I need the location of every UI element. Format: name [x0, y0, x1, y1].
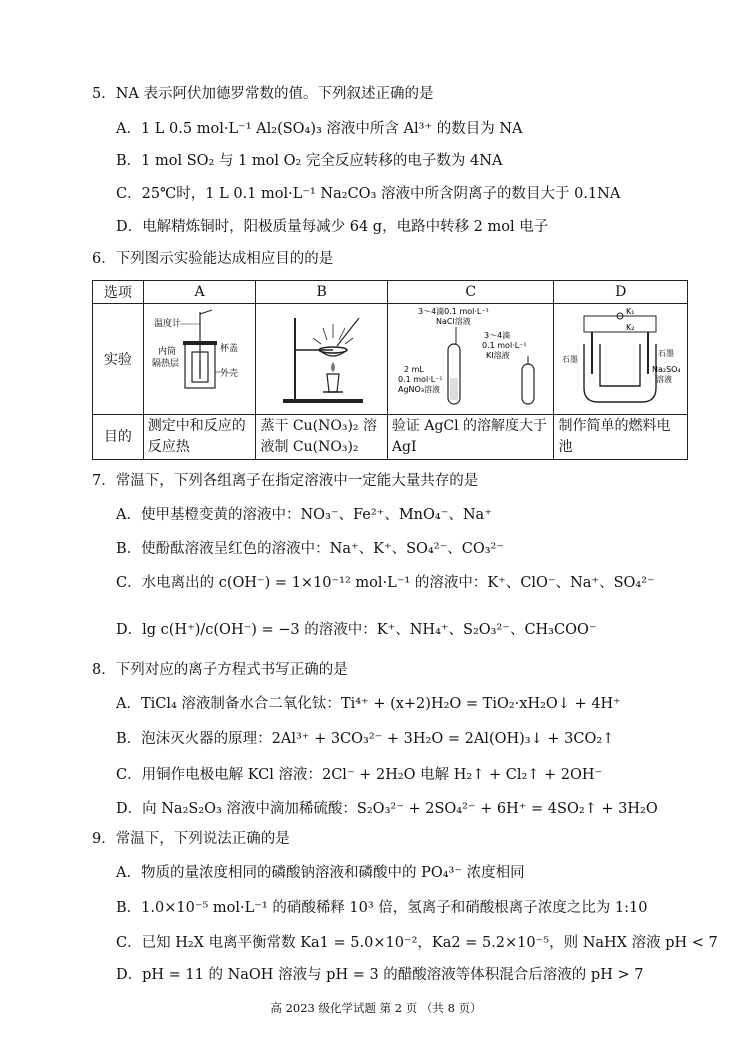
figc-label-2: NaCl溶液 — [435, 317, 471, 326]
q6-stem: 6．下列图示实验能达成相应目的的是 — [92, 251, 334, 267]
purpose-a: 测定中和反应的反应热 — [143, 415, 256, 460]
figc-label-8: AgNO₃溶液 — [397, 385, 440, 394]
figc-label-4: 0.1 mol·L⁻¹ — [481, 341, 527, 350]
figa-label-shell: 外壳 — [219, 369, 238, 379]
figd-label-graphite-right: 石墨 — [657, 349, 674, 358]
q7-option-a: A．使甲基橙变黄的溶液中：NO₃⁻、Fe²⁺、MnO₄⁻、Na⁺ — [116, 507, 492, 523]
purpose-b: 蒸干 Cu(NO₃)₂ 溶液制 Cu(NO₃)₂ — [256, 415, 387, 460]
q5-option-c: C．25℃时，1 L 0.1 mol·L⁻¹ Na₂CO₃ 溶液中所含阴离子的数目大于 0.1NA — [116, 186, 621, 202]
figa-label-lid: 杯盖 — [219, 344, 238, 354]
q8-stem: 8．下列对应的离子方程式书写正确的是 — [92, 662, 348, 678]
q7-option-d: D．lg c(H⁺)/c(OH⁻) = −3 的溶液中：K⁺、NH₄⁺、S₂O₃²⁻、CH₃COO⁻ — [116, 622, 597, 638]
table-header-option: 选项 — [93, 281, 144, 304]
figure-c-precipitation — [387, 304, 554, 415]
figure-b-evaporation — [256, 304, 387, 415]
figc-label-5: KI溶液 — [485, 351, 510, 360]
figure-a-calorimeter — [143, 304, 256, 415]
page-footer: 高 2023 级化学试题 第 2 页 （共 8 页） — [270, 1001, 482, 1015]
q7-stem: 7．常温下，下列各组离子在指定溶液中一定能大量共存的是 — [92, 473, 479, 489]
q9-stem: 9．常温下，下列说法正确的是 — [92, 831, 290, 847]
table-header-c: C — [387, 281, 554, 304]
figc-label-3: 3～4滴 — [483, 331, 510, 340]
figd-label-graphite-left: 石墨 — [561, 355, 578, 364]
figc-label-6: 2 mL — [403, 365, 424, 374]
table-header-a: A — [143, 281, 256, 304]
figc-label-1: 3～4滴0.1 mol·L⁻¹ — [417, 307, 489, 316]
figd-label-na2so4: Na₂SO₄ — [651, 365, 680, 374]
q8-option-a: A．TiCl₄ 溶液制备水合二氧化钛：Ti⁴⁺ + (x+2)H₂O = TiO₂·xH₂O↓ + 4H⁺ — [116, 696, 621, 712]
figa-label-thermometer: 温度计 — [153, 319, 181, 329]
table-header-d: D — [554, 281, 688, 304]
q5-option-a: A．1 L 0.5 mol·L⁻¹ Al₂(SO₄)₃ 溶液中所含 Al³⁺ 的数目为 NA — [116, 121, 523, 137]
q9-option-c: C．已知 H₂X 电离平衡常数 Ka1 = 5.0×10⁻²，Ka2 = 5.2×10⁻⁵，则 NaHX 溶液 pH < 7 — [116, 935, 718, 951]
q7-option-c: C．水电离出的 c(OH⁻) = 1×10⁻¹² mol·L⁻¹ 的溶液中：K⁺、ClO⁻、Na⁺、SO₄²⁻ — [116, 575, 655, 591]
table-header-b: B — [256, 281, 387, 304]
q8-option-b: B．泡沫灭火器的原理：2Al³⁺ + 3CO₃²⁻ + 3H₂O = 2Al(OH)₃↓ + 3CO₂↑ — [116, 731, 615, 747]
figa-label-inner: 内筒 — [157, 347, 176, 357]
q9-option-d: D．pH = 11 的 NaOH 溶液与 pH = 3 的醋酸溶液等体积混合后溶液的 pH > 7 — [116, 967, 644, 983]
purpose-c: 验证 AgCl 的溶解度大于 AgI — [387, 415, 554, 460]
figa-label-insulation: 隔热层 — [151, 359, 179, 369]
figd-label-k1: K₁ — [625, 307, 635, 316]
figd-label-k2: K₂ — [625, 323, 635, 332]
q8-option-d: D．向 Na₂S₂O₃ 溶液中滴加稀硫酸：S₂O₃²⁻ + 2SO₄²⁻ + 6H⁺ = 4SO₂↑ + 3H₂O — [116, 801, 658, 817]
figc-label-7: 0.1 mol·L⁻¹ — [397, 375, 443, 384]
q5-stem: 5．NA 表示阿伏加德罗常数的值。下列叙述正确的是 — [92, 86, 434, 102]
q7-option-b: B．使酚酞溶液呈红色的溶液中：Na⁺、K⁺、SO₄²⁻、CO₃²⁻ — [116, 541, 504, 557]
q9-option-b: B．1.0×10⁻⁵ mol·L⁻¹ 的硝酸稀释 10³ 倍，氢离子和硝酸根离子浓度之比为 1:10 — [116, 900, 648, 916]
q5-option-d: D．电解精炼铜时，阳极质量每减少 64 g，电路中转移 2 mol 电子 — [116, 219, 549, 235]
purpose-d: 制作简单的燃料电池 — [554, 415, 688, 460]
experiment-table — [92, 280, 688, 460]
q9-option-a: A．物质的量浓度相同的磷酸钠溶液和磷酸中的 PO₄³⁻ 浓度相同 — [116, 865, 525, 881]
figure-d-fuel-cell — [554, 304, 688, 415]
row-label-experiment: 实验 — [93, 304, 144, 415]
q8-option-c: C．用铜作电极电解 KCl 溶液：2Cl⁻ + 2H₂O 电解 H₂↑ + Cl₂↑ + 2OH⁻ — [116, 767, 603, 783]
q5-option-b: B．1 mol SO₂ 与 1 mol O₂ 完全反应转移的电子数为 4NA — [116, 153, 503, 169]
figd-label-solution: 溶液 — [655, 375, 672, 384]
row-label-purpose: 目的 — [93, 415, 144, 460]
